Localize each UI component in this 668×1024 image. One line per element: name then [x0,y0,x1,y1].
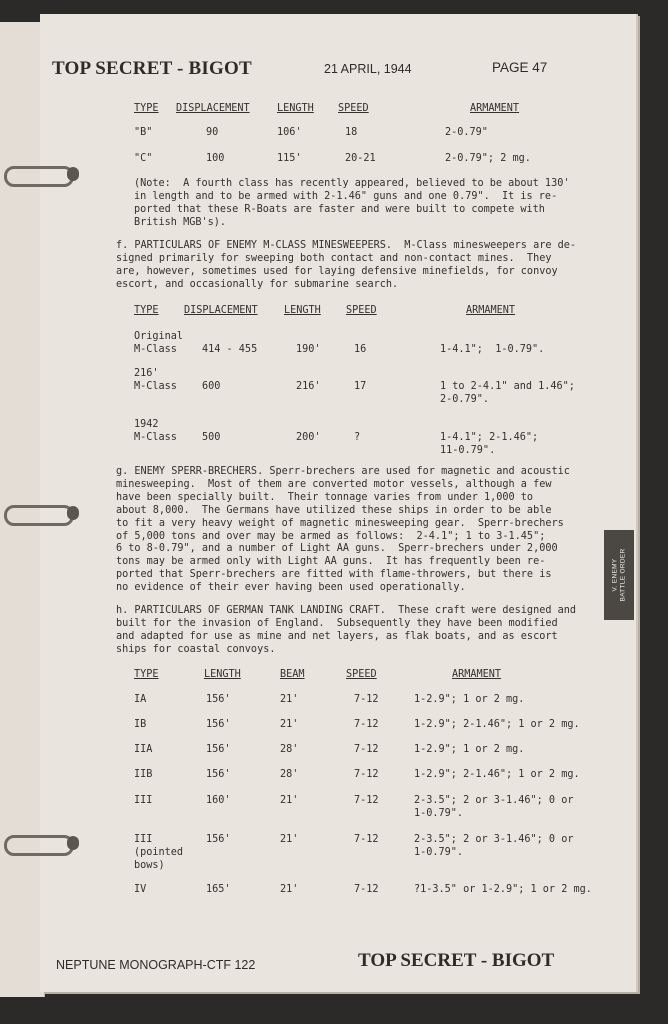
binder-ring-bottom [4,835,74,856]
table2-displacement: 414 - 455 [202,344,258,355]
table1-header: TYPE [134,103,159,114]
table3-speed: 7-12 [354,719,379,730]
paragraph-g-line: about 8,000. The Germans have utilized these ships in order to be able [116,504,552,516]
binder-ring-middle [4,505,74,526]
table1-cell: 18 [345,127,358,138]
table1-cell: 90 [206,127,219,138]
table2-type: M-Class [134,381,177,392]
table3-length: 156' [206,769,231,780]
table2-header: SPEED [346,305,377,316]
table3-type: IIA [134,744,153,755]
page-number: PAGE 47 [492,60,548,75]
table1-cell: 106' [277,127,302,138]
table2-type: M-Class [134,344,177,355]
paragraph-f-line: signed primarily for sweeping both contact and non-contact mines. They [116,252,552,264]
table3-header: TYPE [134,669,159,680]
section-tab-line-1: V. ENEMY [611,558,618,592]
section-tab[interactable] [604,530,634,620]
table3-armament: 1-2.9"; 2-1.46"; 1 or 2 mg. [414,719,580,730]
table3-speed: 7-12 [354,769,379,780]
table3-beam: 28' [280,769,299,780]
paragraph-f-line: escort, and occasionally for submarine search. [116,278,399,290]
table3-speed: 7-12 [354,834,379,845]
table2-header: LENGTH [284,305,321,316]
table3-type: IB [134,719,147,730]
table1-header: DISPLACEMENT [176,103,250,114]
header-classification: TOP SECRET - BIGOT [52,58,252,79]
table1-cell: "B" [134,127,153,138]
table2-header: ARMAMENT [466,305,516,316]
table1-header: SPEED [338,103,369,114]
paragraph-g-line: of 5,000 tons and over may be armed as follows: 2-4.1"; 1 to 3-1.45"; [116,530,546,542]
table3-armament: 2-3.5"; 2 or 3-1.46"; 0 or [414,795,574,806]
note-paragraph-line: British MGB's). [134,216,227,228]
note-paragraph [134,178,569,230]
section-tab-line-2: BATTLE ORDER [619,548,626,602]
table1-cell: 2-0.79"; 2 mg. [445,153,531,164]
paragraph-g-line: tons may be armed only with Light AA guns. It has frequently been re- [116,556,546,568]
table2-type: M-Class [134,432,177,443]
table2-type: 216' [134,368,159,379]
paragraph-g-line: 6 to 8-0.79", and a number of Light AA guns. Sperr-brechers under 2,000 [116,543,558,555]
table2-length: 216' [296,381,321,392]
paragraph-g-line: have been specially built. Their tonnage varies from under 1,000 to [116,491,534,503]
paragraph-h-line: and adapted for use as mine and net layers, as flak boats, and as escort [116,630,558,642]
table2-length: 200' [296,432,321,443]
table2-speed: 16 [354,344,367,355]
table3-beam: 21' [280,834,299,845]
table2-speed: 17 [354,381,367,392]
table2-displacement: 500 [202,432,221,443]
table1-cell: 115' [277,153,302,164]
table2-type: 1942 [134,419,159,430]
paragraph-g-line: minesweeping. Most of them are converted motor vessels, although a few [116,478,552,490]
table3-header: LENGTH [204,669,241,680]
table2-armament: 1 to 2-4.1" and 1.46"; [440,381,575,392]
table3-beam: 28' [280,744,299,755]
table3-armament: 1-0.79". [414,808,464,819]
note-paragraph-line: (Note: A fourth class has recently appeared, believed to be about 130' [134,178,570,189]
paragraph-h-line: ships for coastal convoys. [116,643,276,655]
table3-beam: 21' [280,694,299,705]
table2-type: Original [134,331,184,342]
table3-type: IV [134,884,147,895]
table3-length: 156' [206,744,231,755]
table3-type: (pointed [134,847,184,858]
table3-armament: ?1-3.5" or 1-2.9"; 1 or 2 mg. [414,884,592,895]
table3-type: III [134,834,153,845]
table3-speed: 7-12 [354,795,379,806]
table3-header: SPEED [346,669,377,680]
footer-monograph: NEPTUNE MONOGRAPH-CTF 122 [56,958,256,972]
note-paragraph-line: in length and to be armed with 2-1.46" guns and one 0.79". It is re- [134,190,558,202]
table3-speed: 7-12 [354,884,379,895]
table1-cell: 2-0.79" [445,127,488,138]
table3-armament: 1-0.79". [414,847,464,858]
table3-type: III [134,795,153,806]
table2-armament: 1-4.1"; 1-0.79". [440,344,545,355]
footer-classification: TOP SECRET - BIGOT [358,950,555,971]
note-paragraph-line: ported that these R-Boats are faster and were built to compete with [134,203,545,215]
table3-length: 156' [206,834,231,845]
table3-beam: 21' [280,795,299,806]
table3-type: bows) [134,860,165,871]
table2-speed: ? [354,432,361,443]
header-date: 21 APRIL, 1944 [324,62,412,76]
table3-length: 160' [206,795,231,806]
table3-header: ARMAMENT [452,669,502,680]
table2-displacement: 600 [202,381,221,392]
paragraph-g-line: to fit a very heavy weight of magnetic minesweeping gear. Sperr-brechers [116,517,564,529]
binder-ring-top [4,166,74,187]
table1-cell: 100 [206,153,225,164]
table3-header: BEAM [280,669,305,680]
paragraph-f-line: f. PARTICULARS OF ENEMY M-CLASS MINESWEEPERS. M-Class minesweepers are de- [116,240,577,251]
table3-armament: 1-2.9"; 1 or 2 mg. [414,744,525,755]
paragraph-g-line: no evidence of their ever having been used operationally. [116,582,466,594]
table2-length: 190' [296,344,321,355]
paragraph-g [116,466,570,595]
table3-armament: 2-3.5"; 2 or 3-1.46"; 0 or [414,834,574,845]
paragraph-h-line: h. PARTICULARS OF GERMAN TANK LANDING CRAFT. These craft were designed and [116,605,577,616]
table3-speed: 7-12 [354,744,379,755]
table1-cell: "C" [134,153,153,164]
table3-type: IA [134,694,147,705]
table3-speed: 7-12 [354,694,379,705]
table2-header: DISPLACEMENT [184,305,258,316]
table3-type: IIB [134,769,153,780]
table2-armament: 1-4.1"; 2-1.46"; [440,432,539,443]
section-tab-label [611,549,627,602]
table2-armament: 11-0.79". [440,445,496,456]
table1-header: ARMAMENT [470,103,520,114]
table3-length: 156' [206,694,231,705]
paragraph-f [116,240,576,292]
paragraph-g-line: ported that Sperr-brechers are fitted with flame-throwers, but there is [116,569,552,581]
table3-length: 165' [206,884,231,895]
table3-length: 156' [206,719,231,730]
paragraph-h [116,605,576,657]
table3-beam: 21' [280,719,299,730]
paragraph-h-line: built for the invasion of England. Subsequently they have been modified [116,617,558,629]
table1-header: LENGTH [277,103,314,114]
table2-armament: 2-0.79". [440,394,490,405]
paragraph-f-line: are, however, sometimes used for laying defensive minefields, for convoy [116,265,558,277]
paragraph-g-line: g. ENEMY SPERR-BRECHERS. Sperr-brechers are used for magnetic and acoustic [116,466,570,477]
table2-header: TYPE [134,305,159,316]
table3-armament: 1-2.9"; 1 or 2 mg. [414,694,525,705]
table1-cell: 20-21 [345,153,376,164]
table3-beam: 21' [280,884,299,895]
table3-armament: 1-2.9"; 2-1.46"; 1 or 2 mg. [414,769,580,780]
